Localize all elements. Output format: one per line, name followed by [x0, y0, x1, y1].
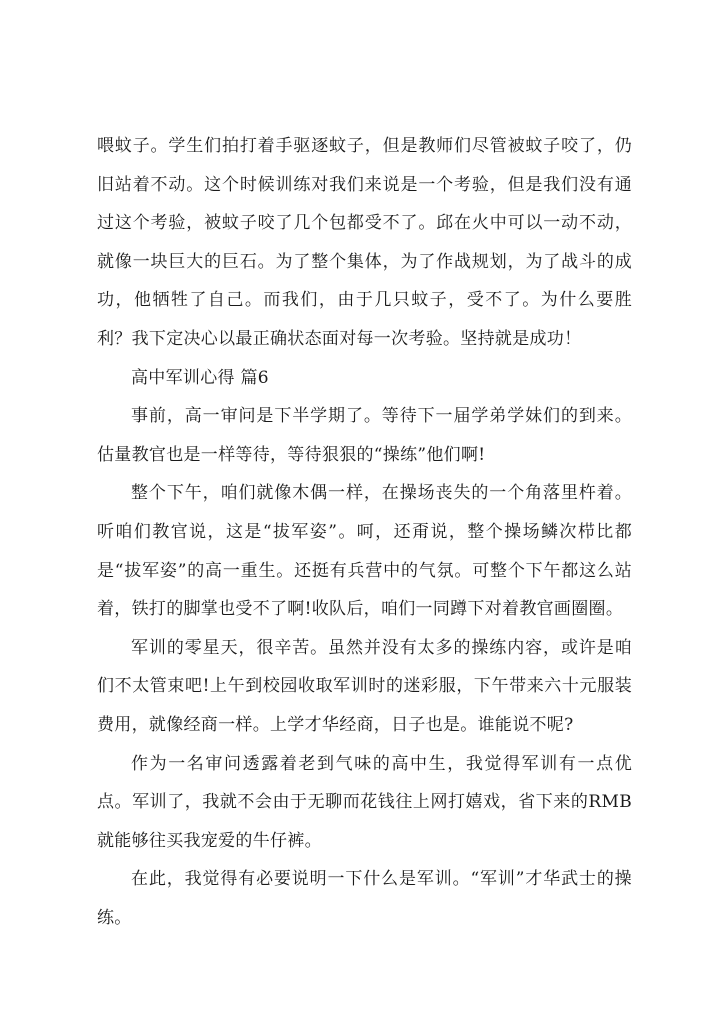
paragraph: 军训的零星天，很辛苦。虽然并没有太多的操练内容，或许是咱们不太管束吧!上午到校园收取军训时的迷彩服，下午带来六十元服装费用，就像经商一样。上学才华经商，日子也是。谁能说不呢?	[97, 637, 632, 735]
section-heading: 高中军训心得 篇6	[131, 367, 269, 388]
document-body	[97, 127, 632, 937]
paragraph: 事前，高一审问是下半学期了。等待下一届学弟学妹们的到来。估量教官也是一样等待，等待狠狠的“操练”他们啊!	[97, 406, 632, 465]
paragraph: 作为一名审问透露着老到气味的高中生，我觉得军训有一点优点。军训了，我就不会由于无聊而花钱往上网打嬉戏，省下来的RMB就能够往买我宠爱的牛仔裤。	[97, 753, 632, 851]
paragraph: 在此，我觉得有必要说明一下什么是军训。“军训”才华武士的操练。	[97, 869, 632, 928]
paragraph: 整个下午，咱们就像木偶一样，在操场丧失的一个角落里杵着。听咱们教官说，这是“拔军姿”。呵，还甭说，整个操场鳞次栉比都是“拔军姿”的高一重生。还挺有兵营中的气氛。可整个下午都这么站着，铁打的脚掌也受不了啊!收队后，咱们一同蹲下对着教官画圈圈。	[97, 483, 632, 620]
paragraph-continuation: 喂蚊子。学生们拍打着手驱逐蚊子，但是教师们尽管被蚊子咬了，仍旧站着不动。这个时候训练对我们来说是一个考验，但是我们没有通过这个考验，被蚊子咬了几个包都受不了。邱在火中可以一动不动，就像一块巨大的巨石。为了整个集体，为了作战规划，为了战斗的成功，他牺牲了自己。而我们，由于几只蚊子，受不了。为什么要胜利？我下定决心以最正确状态面对每一次考验。坚持就是成功！	[97, 136, 632, 349]
